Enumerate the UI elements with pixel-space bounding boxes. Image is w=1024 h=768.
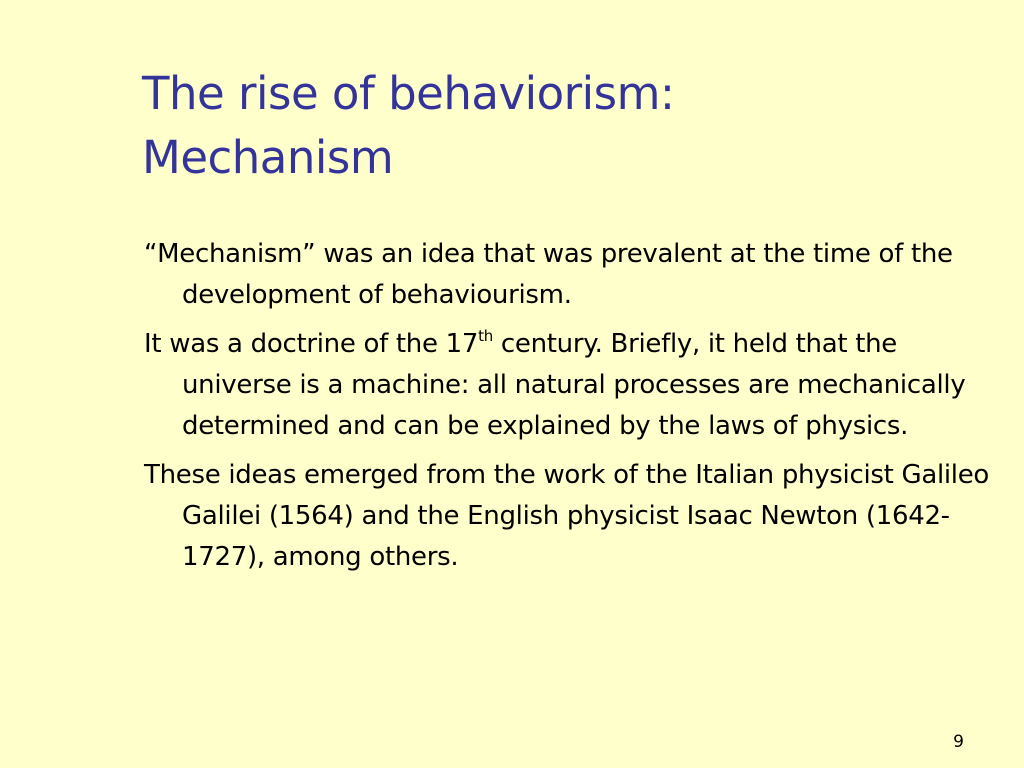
slide-title-line-2: Mechanism [142, 131, 394, 184]
paragraph-text: “Mechanism” was an idea that was prevalent at the time of the development of behaviourism. [144, 239, 953, 310]
paragraph-origins [144, 455, 1004, 578]
paragraph-doctrine [144, 324, 1004, 447]
slide-title [142, 62, 1002, 190]
ordinal-superscript: th [478, 327, 493, 345]
paragraph-text: These ideas emerged from the work of the Italian physicist Galileo Galilei (1564) and the English physicist Isaac Newton (1642-1727), among others. [144, 460, 990, 572]
paragraph-mechanism-definition [144, 234, 1004, 316]
paragraph-text-after: century. Briefly, it held that the universe is a machine: all natural processes are mechanically determined and can be explained by the laws of physics. [182, 329, 966, 441]
slide-title-line-1: The rise of behaviorism: [142, 67, 675, 120]
slide-body [144, 234, 1004, 586]
paragraph-text-before: It was a doctrine of the 17 [144, 329, 479, 359]
page-number: 9 [953, 732, 964, 752]
